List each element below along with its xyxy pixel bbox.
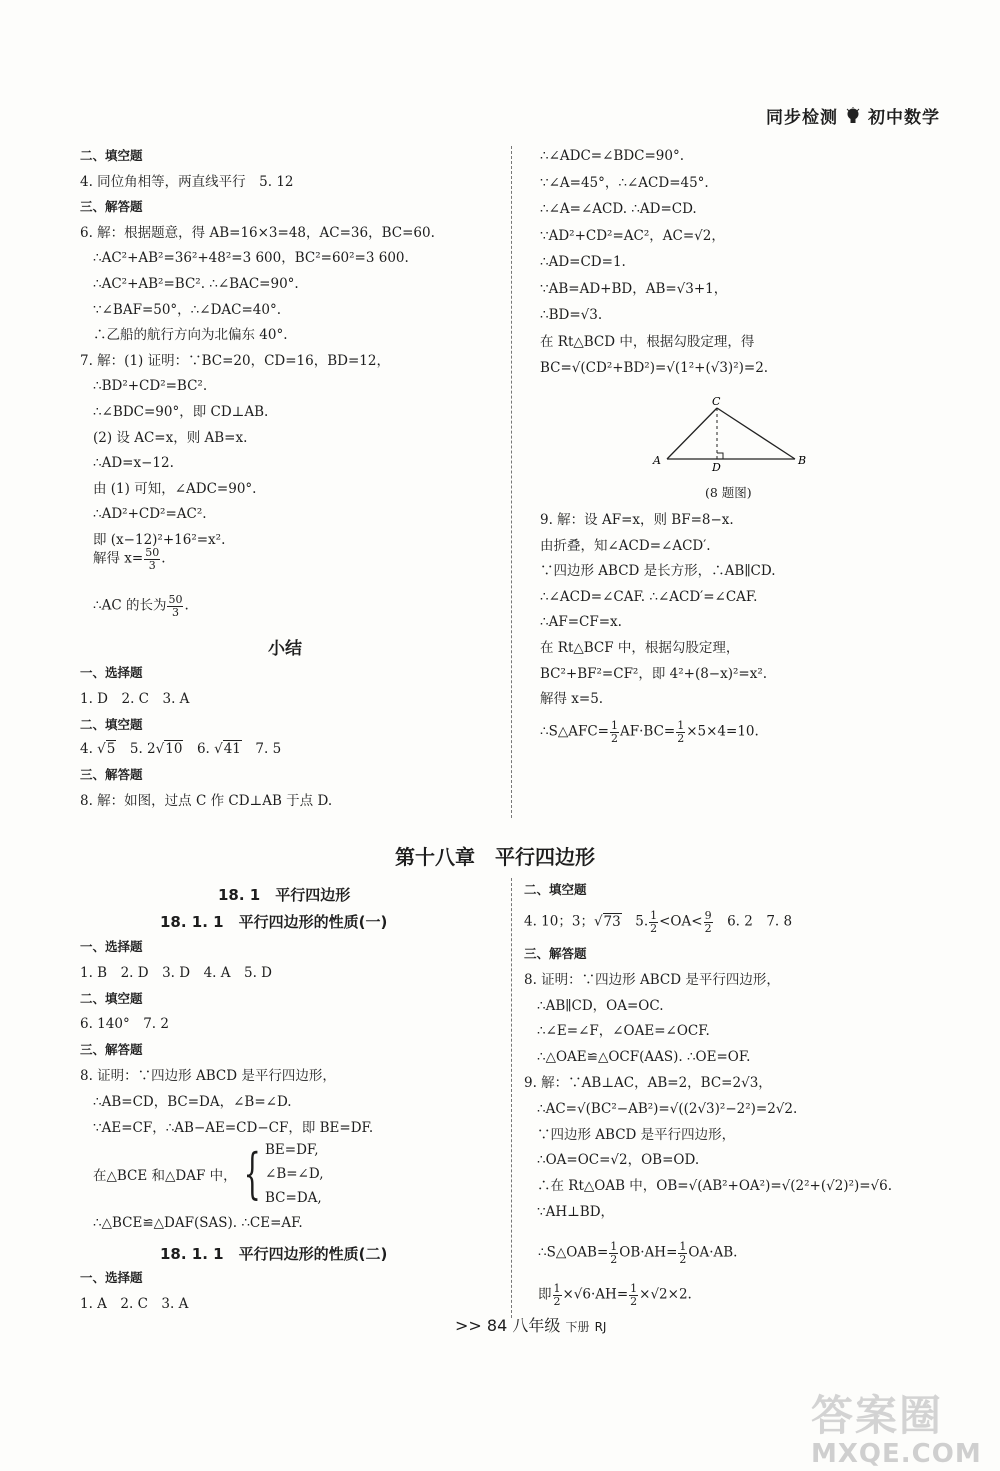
label-c: C xyxy=(712,395,721,408)
text-line: ∵AE=CF，∴AB−AE=CD−CF，即 BE=DF. xyxy=(93,1119,374,1136)
summary-fill-line: 4. √5 5. 2√10 6. √41 7. 5 xyxy=(80,741,282,757)
text-line: 9. 解：设 AF=x，则 BF=8−x. xyxy=(540,512,734,528)
text-line: ∴BD²+CD²=BC². xyxy=(93,378,208,395)
b-right-last-line: 即 $\frac{1}{2}$ ×√6·AH= $\frac{1}{2}$ ×√2×2. xyxy=(538,1282,692,1308)
text-line: ∴∠A=∠ACD. ∴AD=CD. xyxy=(540,201,697,217)
congruence-conclusion: ∴△BCE≌△DAF(SAS). ∴CE=AF. xyxy=(93,1215,303,1231)
text-line: ∴△OAE≌△OCF(AAS). ∴OE=OF. xyxy=(537,1049,751,1066)
text-line: 由折叠，知∠ACD=∠ACD′. xyxy=(540,537,711,554)
watermark: 答案圈 MXQE.COM xyxy=(811,1391,982,1469)
text-line: ∴在 Rt△OAB 中，OB=√(AB²+OA²)=√(2²+(√2)²)=√6. xyxy=(537,1178,893,1195)
summary-title: 小结 xyxy=(268,639,302,659)
figure-caption: (8 题图) xyxy=(705,485,752,500)
lightbulb-icon xyxy=(846,107,860,125)
solve-prefix: 解得 x= xyxy=(93,550,144,567)
text-line: 9. 解：∵AB⊥AC，AB=2，BC=2√3， xyxy=(524,1075,772,1091)
text-line: 即 (x−12)²+16²=x². xyxy=(93,532,226,548)
grade-label: 八年级 xyxy=(512,1316,561,1335)
section-heading: 二、填空题 xyxy=(80,148,143,163)
right-angle-mark xyxy=(717,453,723,459)
edition-label: RJ xyxy=(594,1320,607,1334)
text-line: ∴∠E=∠F，∠OAE=∠OCF. xyxy=(537,1023,710,1040)
text-line: ∴∠BDC=90°，即 CD⊥AB. xyxy=(93,404,269,420)
text-line: 由 (1) 可知，∠ADC=90°. xyxy=(93,480,257,497)
column-divider-2 xyxy=(511,878,512,1318)
text-line: 在 Rt△BCD 中，根据勾股定理，得 xyxy=(540,333,755,350)
volume-label: 下册 xyxy=(565,1320,590,1334)
text-line: ∴AF=CF=x. xyxy=(540,614,622,631)
text-line: ∴AB∥CD，OA=OC. xyxy=(537,997,664,1014)
text-line: ∴AD=CD=1. xyxy=(540,254,626,270)
text-line: 1. A 2. C 3. A xyxy=(80,1295,189,1312)
footer-arrow: >> xyxy=(455,1316,482,1335)
label-b: B xyxy=(798,454,807,467)
text-line: ∵AD²+CD²=AC²，AC=√2， xyxy=(540,227,725,244)
text-line: ∵四边形 ABCD 是长方形，∴AB∥CD. xyxy=(540,563,776,580)
fraction: $\frac{50}{3}$ xyxy=(168,593,183,619)
text-line: 1. B 2. D 3. D 4. A 5. D xyxy=(80,964,272,981)
triangle-figure xyxy=(645,393,815,473)
text-line: ∴AB=CD，BC=DA，∠B=∠D. xyxy=(93,1093,292,1110)
section-heading: 三、解答题 xyxy=(524,946,587,961)
section-heading: 三、解答题 xyxy=(80,767,143,782)
text-line: ∴AD²+CD²=AC². xyxy=(93,506,207,523)
section-heading: 三、解答题 xyxy=(80,1042,143,1058)
section-heading: 一、选择题 xyxy=(80,939,143,954)
text-line: ∵AH⊥BD， xyxy=(537,1204,615,1220)
brace-symbol: { xyxy=(243,1142,261,1205)
section-heading: 一、选择题 xyxy=(80,665,143,680)
column-divider xyxy=(511,146,512,818)
text-line: 6. 140° 7. 2 xyxy=(80,1016,169,1033)
ac-line: ∴AC 的长为 $\frac{50}{3}$ . xyxy=(93,593,189,619)
text-line: 8. 解：如图，过点 C 作 CD⊥AB 于点 D. xyxy=(80,793,333,809)
text-line: 4. 同位角相等，两直线平行 5. 12 xyxy=(80,173,294,190)
text-line: 8. 证明：∵四边形 ABCD 是平行四边形， xyxy=(80,1068,336,1084)
page-header xyxy=(766,103,940,128)
text-line: ∴BD=√3. xyxy=(540,307,603,323)
text-line: (2) 设 AC=x，则 AB=x. xyxy=(93,429,248,446)
text-line: ∴OA=OC=√2，OB=OD. xyxy=(537,1152,700,1169)
text-line: ∴乙船的航行方向为北偏东 40°. xyxy=(93,327,288,344)
text-line: ∵四边形 ABCD 是平行四边形， xyxy=(537,1126,736,1143)
page-number: 84 xyxy=(486,1316,508,1335)
text-line: 1. D 2. C 3. A xyxy=(80,691,190,707)
text-line: 6. 解：根据题意，得 AB=16×3=48，AC=36，BC=60. xyxy=(80,224,435,241)
text-line: BC=√(CD²+BD²)=√(1²+(√3)²)=2. xyxy=(540,360,769,376)
text-line: BC²+BF²=CF²，即 4²+(8−x)²=x². xyxy=(540,665,768,682)
text-line: 7. 解：(1) 证明：∵BC=20，CD=16，BD=12， xyxy=(80,352,390,369)
subsection-2-title: 18. 1. 1 平行四边形的性质(二) xyxy=(160,1245,388,1263)
area-line: ∴S△AFC= $\frac{1}{2}$ AF·BC= $\frac{1}{2}$ ×5×4=10. xyxy=(540,719,759,745)
section-heading: 二、填空题 xyxy=(80,717,143,732)
condition-brace: 在△BCE 和△DAF 中， { BE=DF, ∠B=∠D, BC=DA, xyxy=(93,1142,324,1206)
section-heading: 三、解答题 xyxy=(80,199,143,215)
text-line: 在 Rt△BCF 中，根据勾股定理， xyxy=(540,640,740,656)
text-line: ∴AC²+AB²=36²+48²=3 600，BC²=60²=3 600. xyxy=(93,250,409,267)
subsection-1-title: 18. 1. 1 平行四边形的性质(一) xyxy=(160,913,388,931)
solve-line: 解得 x= $\frac{50}{3}$ . xyxy=(93,546,166,572)
fraction: $\frac{50}{3}$ xyxy=(145,546,160,572)
series-title: 同步检测 xyxy=(766,108,838,128)
label-a: A xyxy=(653,454,661,467)
text-line: 8. 证明：∵四边形 ABCD 是平行四边形， xyxy=(524,971,780,988)
section-heading: 二、填空题 xyxy=(80,990,143,1006)
side-ac xyxy=(667,408,717,459)
text-line: ∴AD=x−12. xyxy=(93,455,174,472)
b-right-fill-line: 4. 10；3；√73 5. $\frac{1}{2}$ <OA< $\frac{9}{2}$ 6. 2 7. 8 xyxy=(524,909,793,935)
page-footer xyxy=(455,1313,606,1336)
subject-title: 初中数学 xyxy=(868,108,940,128)
ac-prefix: ∴AC 的长为 xyxy=(93,597,167,614)
text-line: 解得 x=5. xyxy=(540,691,604,708)
text-line: ∴∠ADC=∠BDC=90°. xyxy=(540,148,685,164)
label-d: D xyxy=(712,461,721,473)
side-bc xyxy=(717,408,795,459)
section-title: 18. 1 平行四边形 xyxy=(218,886,351,904)
text-line: ∵∠BAF=50°，∴∠DAC=40°. xyxy=(93,301,282,318)
chapter-title: 第十八章 平行四边形 xyxy=(395,845,595,869)
section-heading: 一、选择题 xyxy=(80,1270,143,1285)
text-line: ∵AB=AD+BD，AB=√3+1， xyxy=(540,280,728,297)
text-line: ∴AC=√(BC²−AB²)=√((2√3)²−2²)=2√2. xyxy=(537,1100,798,1117)
text-line: ∵∠A=45°，∴∠ACD=45°. xyxy=(540,174,709,191)
text-line: ∴AC²+AB²=BC². ∴∠BAC=90°. xyxy=(93,276,299,292)
b-right-heading: 二、填空题 xyxy=(524,882,587,897)
text-line: ∴∠ACD=∠CAF. ∴∠ACD′=∠CAF. xyxy=(540,588,758,605)
b-right-s-line: ∴S△OAB= $\frac{1}{2}$ OB·AH= $\frac{1}{2}$ OA·AB. xyxy=(538,1240,738,1266)
